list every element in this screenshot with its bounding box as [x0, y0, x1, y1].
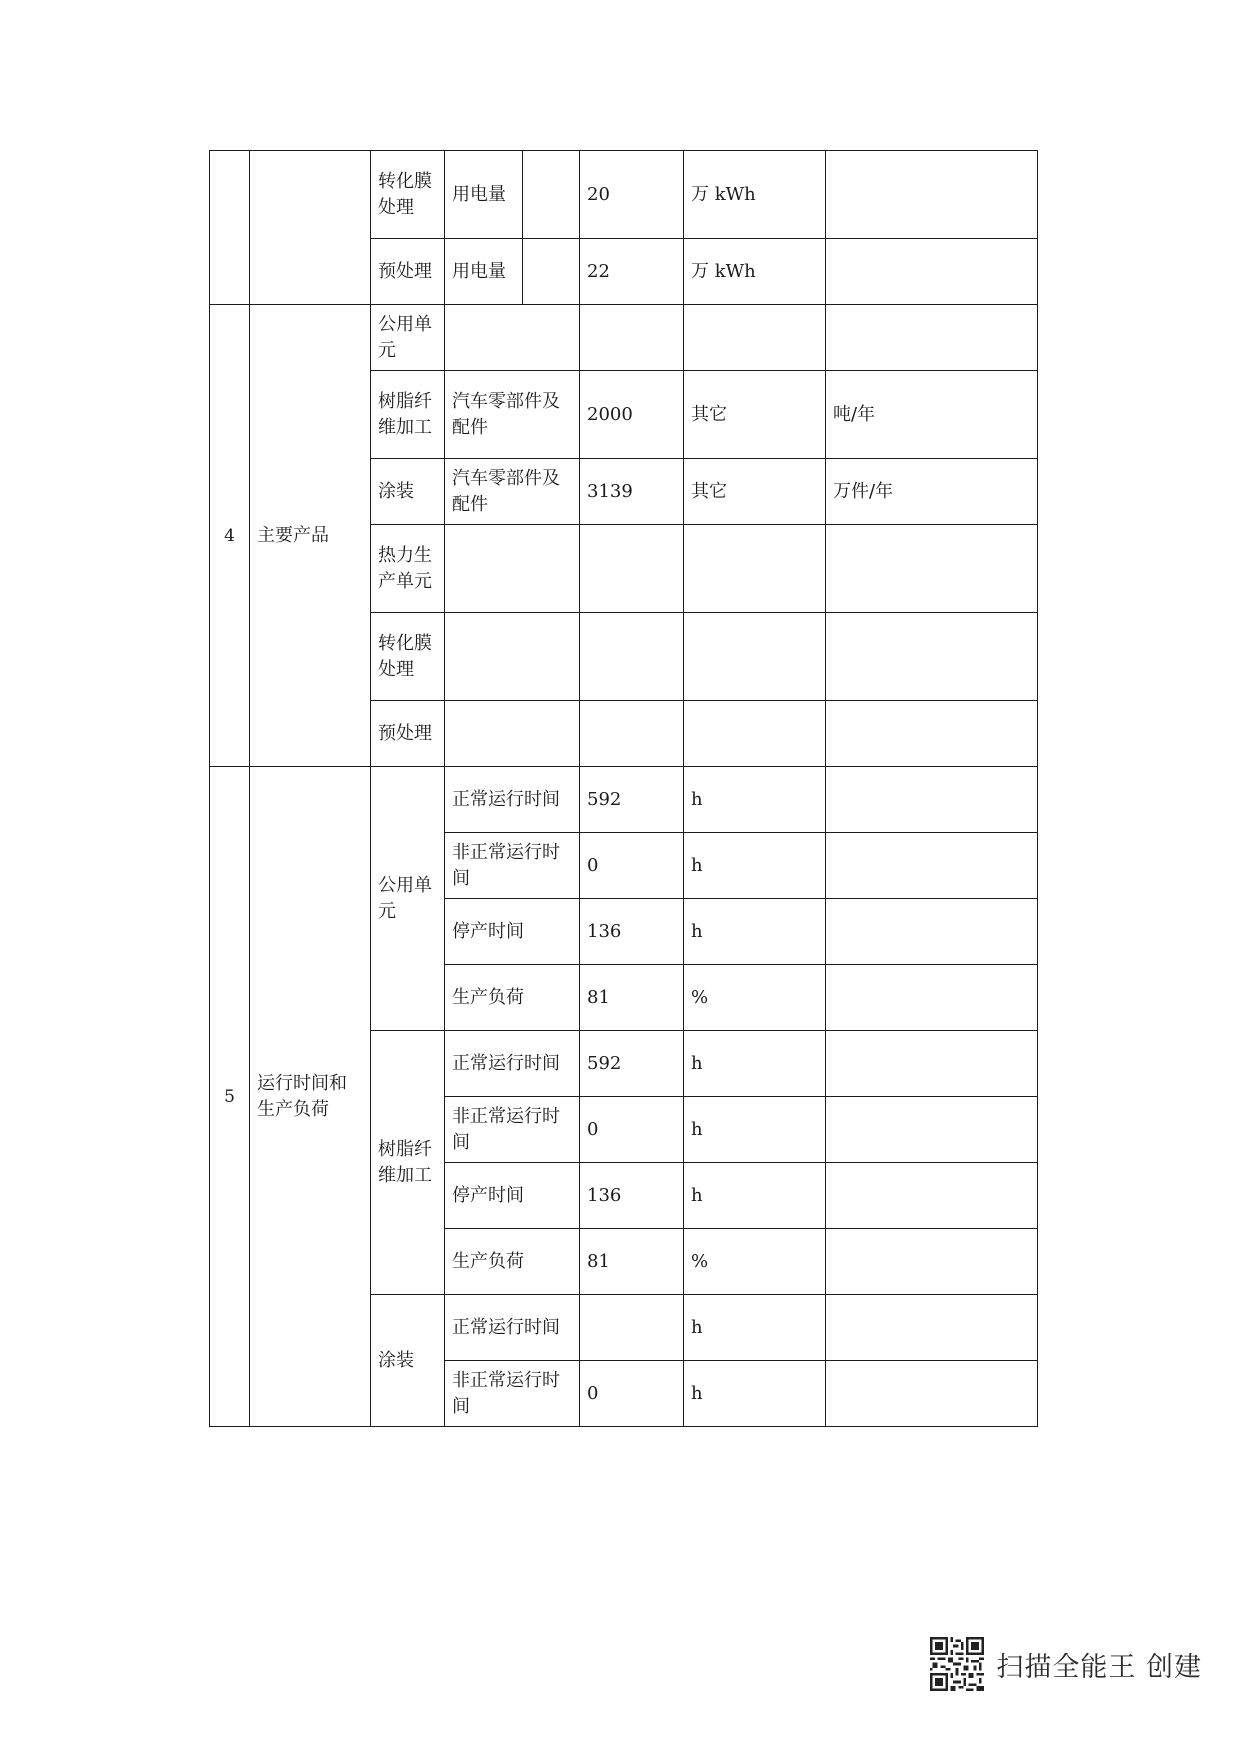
data-table: [209, 150, 1038, 1427]
unit-cell: h: [684, 1031, 826, 1097]
value-cell: 0: [580, 1361, 684, 1427]
metric-name-cell: 正常运行时间: [445, 767, 580, 833]
unit-cell: 万件/年: [826, 459, 1038, 525]
value-cell: 81: [580, 1229, 684, 1295]
metric-name-cell: 停产时间: [445, 1163, 580, 1229]
footer-text: 扫描全能王 创建: [996, 1651, 1202, 1683]
note-cell: [826, 239, 1038, 305]
item-cell: 树脂纤维加工: [371, 371, 445, 459]
value-cell: 136: [580, 1163, 684, 1229]
note-cell: [826, 1031, 1038, 1097]
value-cell: [580, 701, 684, 767]
value-cell: 0: [580, 833, 684, 899]
value-cell: 22: [580, 239, 684, 305]
unit-cell: 万 kWh: [684, 239, 826, 305]
value-cell: 136: [580, 899, 684, 965]
metric-name-cell: 生产负荷: [445, 1229, 580, 1295]
metric-name-cell: 正常运行时间: [445, 1295, 580, 1361]
row-title-cell: [250, 151, 371, 305]
item-cell: 预处理: [371, 239, 445, 305]
section-number: 5: [210, 767, 250, 1427]
metric-name-cell: 正常运行时间: [445, 1031, 580, 1097]
note-cell: [826, 1097, 1038, 1163]
metric-name-cell: 非正常运行时间: [445, 1361, 580, 1427]
note-cell: [826, 833, 1038, 899]
type-cell: [684, 305, 826, 371]
product-name-cell: 汽车零部件及配件: [445, 459, 580, 525]
note-cell: [826, 965, 1038, 1031]
metric-name-cell: 生产负荷: [445, 965, 580, 1031]
note-cell: [826, 1361, 1038, 1427]
name-cell: 用电量: [445, 239, 523, 305]
value-cell: 2000: [580, 371, 684, 459]
product-name-cell: [445, 701, 580, 767]
metric-name-cell: 非正常运行时间: [445, 833, 580, 899]
type-cell: 其它: [684, 459, 826, 525]
product-name-cell: 汽车零部件及配件: [445, 371, 580, 459]
metric-name-cell: 非正常运行时间: [445, 1097, 580, 1163]
unit-cell: 万 kWh: [684, 151, 826, 239]
unit-cell: h: [684, 1097, 826, 1163]
value-cell: [580, 525, 684, 613]
value-cell: 3139: [580, 459, 684, 525]
product-name-cell: [445, 305, 580, 371]
unit-group-cell: 公用单元: [371, 767, 445, 1031]
type-cell: [684, 613, 826, 701]
value-cell: [580, 1295, 684, 1361]
note-cell: [826, 767, 1038, 833]
value-cell: 592: [580, 767, 684, 833]
item-cell: 热力生产单元: [371, 525, 445, 613]
unit-cell: %: [684, 965, 826, 1031]
note-cell: [826, 151, 1038, 239]
unit-cell: h: [684, 1295, 826, 1361]
product-name-cell: [445, 613, 580, 701]
note-cell: [826, 1163, 1038, 1229]
table-row: [210, 305, 1038, 371]
unit-cell: h: [684, 1163, 826, 1229]
note-cell: [826, 899, 1038, 965]
row-number-cell: [210, 151, 250, 305]
unit-cell: %: [684, 1229, 826, 1295]
value-cell: 0: [580, 1097, 684, 1163]
unit-cell: h: [684, 767, 826, 833]
unit-cell: [826, 305, 1038, 371]
item-cell: 转化膜处理: [371, 151, 445, 239]
item-cell: 转化膜处理: [371, 613, 445, 701]
qr-code-icon: [930, 1637, 984, 1691]
unit-group-cell: 涂装: [371, 1295, 445, 1427]
blank-cell: [523, 239, 580, 305]
unit-cell: [826, 613, 1038, 701]
section-title: 主要产品: [250, 305, 371, 767]
product-name-cell: [445, 525, 580, 613]
value-cell: 592: [580, 1031, 684, 1097]
value-cell: 81: [580, 965, 684, 1031]
unit-group-cell: 树脂纤维加工: [371, 1031, 445, 1295]
section-number: 4: [210, 305, 250, 767]
metric-name-cell: 停产时间: [445, 899, 580, 965]
unit-cell: h: [684, 833, 826, 899]
unit-cell: [826, 525, 1038, 613]
note-cell: [826, 1295, 1038, 1361]
item-cell: 预处理: [371, 701, 445, 767]
item-cell: 公用单元: [371, 305, 445, 371]
section-title: 运行时间和生产负荷: [250, 767, 371, 1427]
table-row: [210, 151, 1038, 239]
unit-cell: h: [684, 899, 826, 965]
unit-cell: h: [684, 1361, 826, 1427]
scanner-watermark: [930, 1637, 1202, 1691]
value-cell: [580, 305, 684, 371]
table-row: [210, 767, 1038, 833]
type-cell: 其它: [684, 371, 826, 459]
value-cell: 20: [580, 151, 684, 239]
unit-cell: 吨/年: [826, 371, 1038, 459]
note-cell: [826, 1229, 1038, 1295]
type-cell: [684, 701, 826, 767]
name-cell: 用电量: [445, 151, 523, 239]
type-cell: [684, 525, 826, 613]
blank-cell: [523, 151, 580, 239]
unit-cell: [826, 701, 1038, 767]
item-cell: 涂装: [371, 459, 445, 525]
value-cell: [580, 613, 684, 701]
